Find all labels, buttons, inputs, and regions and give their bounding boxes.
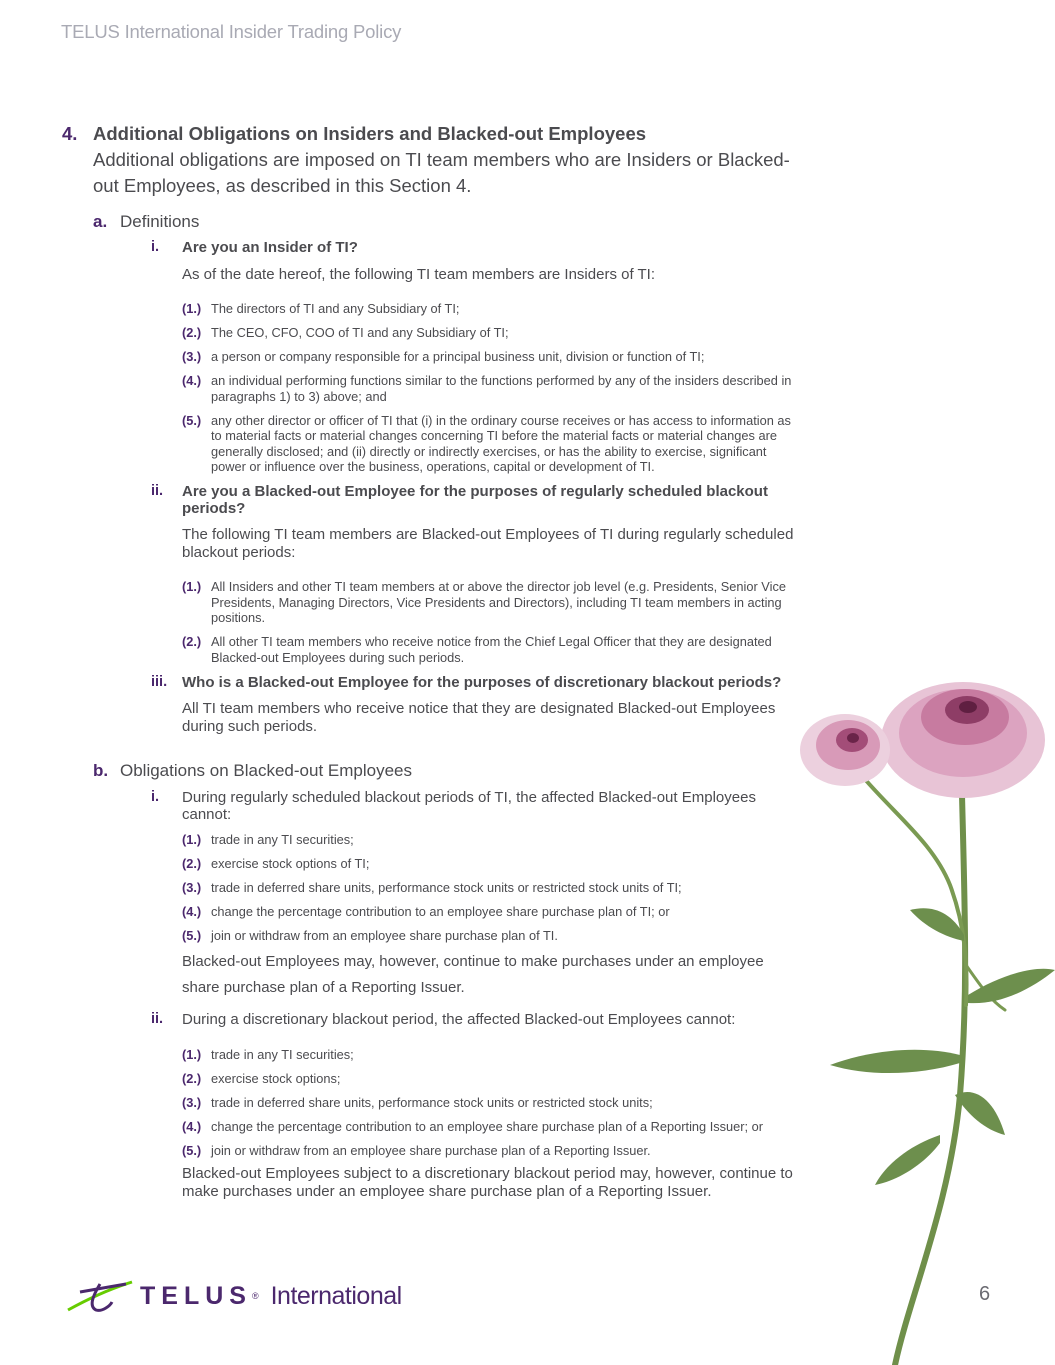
list-number: (1.) — [182, 832, 202, 848]
list-text: The directors of TI and any Subsidiary of TI; — [211, 301, 460, 316]
flower-leaves — [830, 908, 1055, 1185]
list-text: trade in any TI securities; — [211, 1046, 354, 1062]
definition-item-i — [151, 239, 802, 475]
list-number: (3.) — [182, 1094, 202, 1110]
item-title: Are you a Blacked-out Employee for the purposes of regularly scheduled blackout periods? — [182, 483, 768, 518]
list-item — [182, 579, 802, 626]
list-number: (2.) — [182, 634, 202, 650]
subsection-title: Obligations on Blacked-out Employees — [120, 761, 412, 781]
item-number: i. — [151, 239, 160, 255]
list-number: (5.) — [182, 1142, 202, 1158]
list-text: a person or company responsible for a principal business unit, division or function of TI; — [211, 348, 705, 364]
list-text: change the percentage contribution to an employee share purchase plan of TI; or — [211, 904, 670, 919]
item-lead: During regularly scheduled blackout periods of TI, the affected Blacked-out Employees cannot: — [182, 789, 756, 824]
regular-blackout-list — [182, 832, 802, 944]
list-text: an individual performing functions similar to the functions performed by any of the insiders described in paragraphs 1) to 3) above; and — [211, 372, 792, 404]
logo-wordmark: TELUS — [140, 1281, 252, 1310]
item-text: The following TI team members are Blacked-out Employees of TI during regularly scheduled blackout periods: — [182, 526, 794, 562]
item-lead: During a discretionary blackout period, the affected Blacked-out Employees cannot: — [182, 1010, 736, 1028]
flower-illustration — [790, 665, 1055, 1365]
item-text: All TI team members who receive notice that they are designated Blacked-out Employees during such periods. — [182, 700, 776, 736]
definition-item-ii — [151, 483, 802, 665]
list-number: (1.) — [182, 1046, 202, 1062]
discretionary-blackout-list — [182, 1047, 802, 1159]
item-number: ii. — [151, 483, 164, 500]
list-number: (1.) — [182, 301, 202, 316]
subsection-b-heading — [62, 761, 802, 781]
item-number: iii. — [151, 674, 168, 691]
blackout-list — [182, 579, 802, 665]
list-text: any other director or officer of TI that (i) in the ordinary course receives or has access to information as to material facts or material changes concerning TI before the material facts or material changes are generally disclosed; and (ii) directly or indirectly exercises, or has the ability to exercise, significant power or influence over the business, operations, capital or development of TI. — [211, 412, 791, 475]
subsection-title: Definitions — [120, 212, 200, 231]
telus-swoosh-icon — [66, 1278, 134, 1314]
list-item — [182, 1071, 802, 1087]
flower-bloom-small — [800, 714, 890, 786]
item-after-text: Blacked-out Employees subject to a discretionary blackout period may, however, continue to make purchases under an employee share purchase plan of a Reporting Issuer. — [182, 1164, 793, 1200]
item-text: As of the date hereof, the following TI team members are Insiders of TI: — [182, 266, 656, 283]
list-text: change the percentage contribution to an employee share purchase plan of a Reporting Issuer; or — [211, 1118, 764, 1134]
subsection-a-heading — [62, 212, 802, 232]
list-text: trade in deferred share units, performance stock units or restricted stock units of TI; — [211, 880, 682, 896]
subsection-letter: b. — [93, 761, 109, 781]
obligation-item-i — [151, 789, 802, 1001]
item-after-text: Blacked-out Employees may, however, continue to make purchases under an employee share purchase plan of a Reporting Issuer. — [182, 952, 764, 996]
running-header: TELUS International Insider Trading Policy — [61, 21, 402, 42]
list-number: (1.) — [182, 579, 202, 595]
list-item — [182, 373, 802, 404]
list-text: All Insiders and other TI team members at or above the director job level (e.g. Presidents, Senior Vice Presidents, Managing Directors, Vice Presidents and Directors), including TI team members in acting positions. — [211, 579, 786, 626]
list-item — [182, 904, 802, 920]
list-number: (4.) — [182, 1118, 202, 1134]
logo-suffix: International — [270, 1281, 402, 1310]
section-title: Additional Obligations on Insiders and Blacked-out Employees — [93, 123, 647, 144]
list-number: (2.) — [182, 856, 202, 872]
list-item — [182, 880, 802, 896]
list-number: (3.) — [182, 880, 202, 896]
list-item — [182, 634, 802, 665]
obligation-item-ii — [151, 1011, 802, 1201]
item-number: ii. — [151, 1010, 164, 1027]
list-text: join or withdraw from an employee share purchase plan of a Reporting Issuer. — [211, 1142, 651, 1158]
list-item — [182, 928, 802, 944]
list-item — [182, 1047, 802, 1063]
subsection-letter: a. — [93, 212, 108, 231]
list-item — [182, 325, 802, 341]
list-text: exercise stock options of TI; — [211, 856, 370, 872]
section-number: 4. — [62, 123, 78, 144]
list-number: (4.) — [182, 904, 202, 919]
list-text: trade in any TI securities; — [211, 832, 354, 848]
logo-registered-mark: ® — [251, 1291, 259, 1301]
list-number: (5.) — [182, 412, 202, 428]
list-item — [182, 413, 802, 475]
definition-item-iii — [151, 674, 802, 736]
flower-bloom-large — [881, 682, 1045, 798]
list-number: (2.) — [182, 1070, 202, 1086]
item-title: Are you an Insider of TI? — [182, 239, 358, 256]
page-number: 6 — [979, 1283, 991, 1305]
list-number: (3.) — [182, 348, 202, 364]
list-text: exercise stock options; — [211, 1070, 341, 1086]
list-text: The CEO, CFO, COO of TI and any Subsidiary of TI; — [211, 324, 509, 340]
list-item — [182, 856, 802, 872]
section-4 — [62, 123, 802, 1201]
list-text: trade in deferred share units, performance stock units or restricted stock units; — [211, 1094, 653, 1110]
item-title: Who is a Blacked-out Employee for the purposes of discretionary blackout periods? — [182, 674, 782, 692]
list-number: (5.) — [182, 927, 202, 943]
list-number: (2.) — [182, 324, 202, 340]
section-intro: Additional obligations are imposed on TI team members who are Insiders or Blacked-out Employees, as described in this Section 4. — [93, 149, 790, 196]
item-number: i. — [151, 789, 160, 806]
section-heading — [62, 123, 802, 145]
list-item — [182, 301, 802, 317]
list-item — [182, 349, 802, 365]
list-item — [182, 1143, 802, 1159]
telus-international-logo — [66, 1278, 402, 1314]
list-number: (4.) — [182, 372, 202, 388]
list-text: join or withdraw from an employee share purchase plan of TI. — [211, 927, 558, 943]
insider-list — [182, 301, 802, 475]
list-item — [182, 1119, 802, 1135]
list-item — [182, 1095, 802, 1111]
list-item — [182, 832, 802, 848]
list-text: All other TI team members who receive notice from the Chief Legal Officer that they are designated Blacked-out Employees during such periods. — [211, 634, 772, 666]
